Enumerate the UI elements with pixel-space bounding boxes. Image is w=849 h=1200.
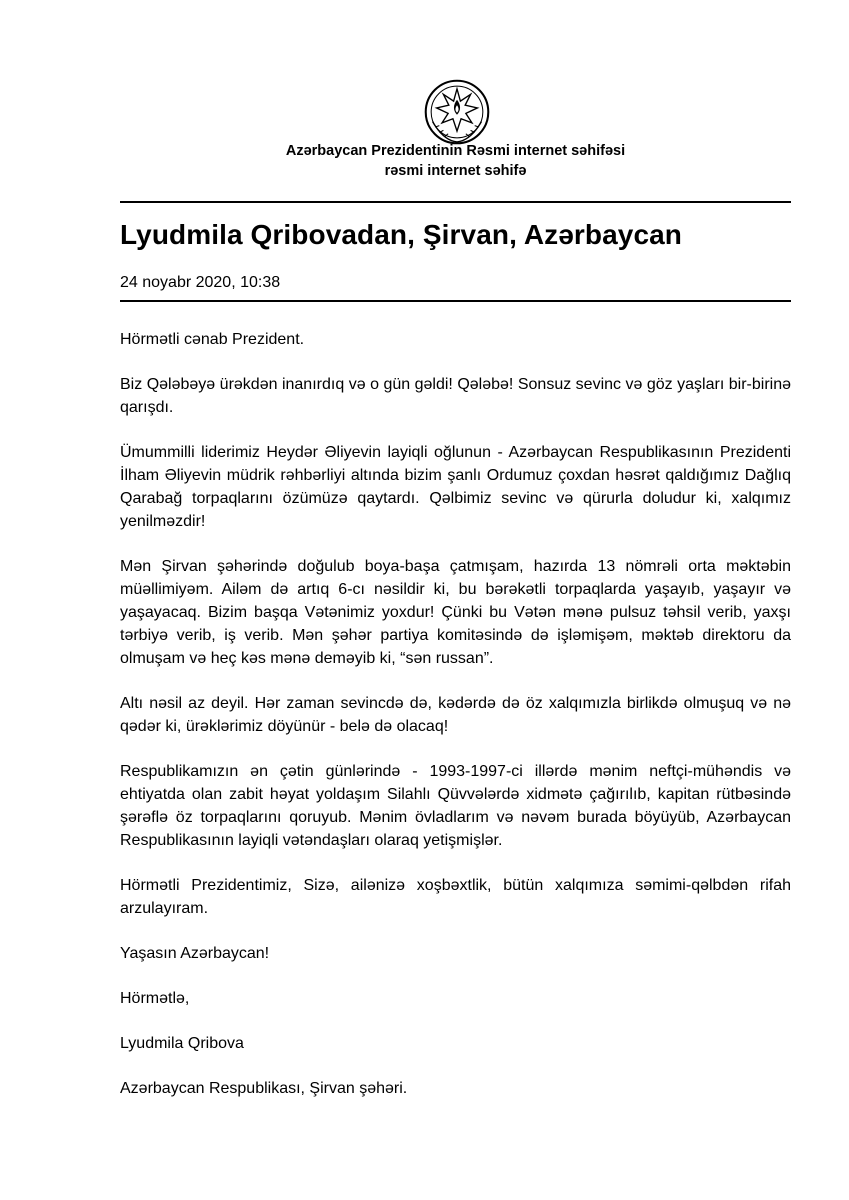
closing-exclamation: Yaşasın Azərbaycan! [120,945,270,962]
page-title: Lyudmila Qribovadan, Şirvan, Azərbaycan [120,219,682,250]
body-paragraph: Respublikamızın ən çətin günlərində - 1993-1997-ci illərdə mənim neftçi-mühəndis və ehtiyatda olan zabit həyat yoldaşım Silahlı Qüvvələrdə xidmətə çağırılıb, kapitan rütbəsində şərəflə öz torpaqlarını qoruyub. Mənim övladlarım və nəvəm burada böyüyüb, Azərbaycan Respublikasının layiqli vətəndaşları olaraq yetişmişlər. [120,763,791,849]
closing-regards: Hörmətlə, [120,990,190,1007]
letter-body [120,328,791,1122]
body-paragraph: Mən Şirvan şəhərində doğulub boya-başa çatmışam, hazırda 13 nömrəli orta məktəbin müəllimiyəm. Ailəm də artıq 6-cı nəsildir ki, bu bərəkətli torpaqlarda yaşayıb, yaşayır və yaşayacaq. Bizim başqa Vətənimiz yoxdur! Çünki bu Vətən mənə pulsuz təhsil verib, yaxşı tərbiyə verib, iş verib. Mən şəhər partiya komitəsində də işləmişəm, məktəb direktoru da olmuşam və heç kəs mənə deməyib ki, “sən russan”. [120,558,791,667]
site-title: Azərbaycan Prezidentinin Rəsmi internet səhifəsi [285,143,626,159]
signature-location: Azərbaycan Respublikası, Şirvan şəhəri. [120,1080,408,1097]
body-paragraph: Hörmətli Prezidentimiz, Sizə, ailənizə xoşbəxtlik, bütün xalqımıza səmimi-qəlbdən rifah arzulayıram. [120,877,791,917]
top-divider [120,201,791,203]
body-paragraph: Altı nəsil az deyil. Hər zaman sevincdə də, kədərdə də öz xalqımızla birlikdə olmuşuq və nə qədər ki, ürəklərimiz döyünür - belə də olacaq! [120,695,791,735]
signature-name: Lyudmila Qribova [120,1035,244,1052]
azerbaijan-emblem-icon [423,78,491,146]
site-subtitle: rəsmi internet səhifə [384,163,527,179]
body-paragraph: Biz Qələbəyə ürəkdən inanırdıq və o gün gəldi! Qələbə! Sonsuz sevinc və göz yaşları bir-birinə qarışdı. [120,376,791,416]
bottom-divider [120,300,791,302]
salutation: Hörmətli cənab Prezident. [120,331,305,348]
publish-date: 24 noyabr 2020, 10:38 [120,274,281,291]
body-paragraph: Ümummilli liderimiz Heydər Əliyevin layiqli oğlunun - Azərbaycan Respublikasının Prezidenti İlham Əliyevin müdrik rəhbərliyi altında bizim şanlı Ordumuz çoxdan həsrət qaldığımız Dağlıq Qarabağ torpaqlarını özümüzə qaytardı. Qəlbimiz sevinc və qürurla doludur ki, xalqımız yenilməzdir! [120,444,791,530]
